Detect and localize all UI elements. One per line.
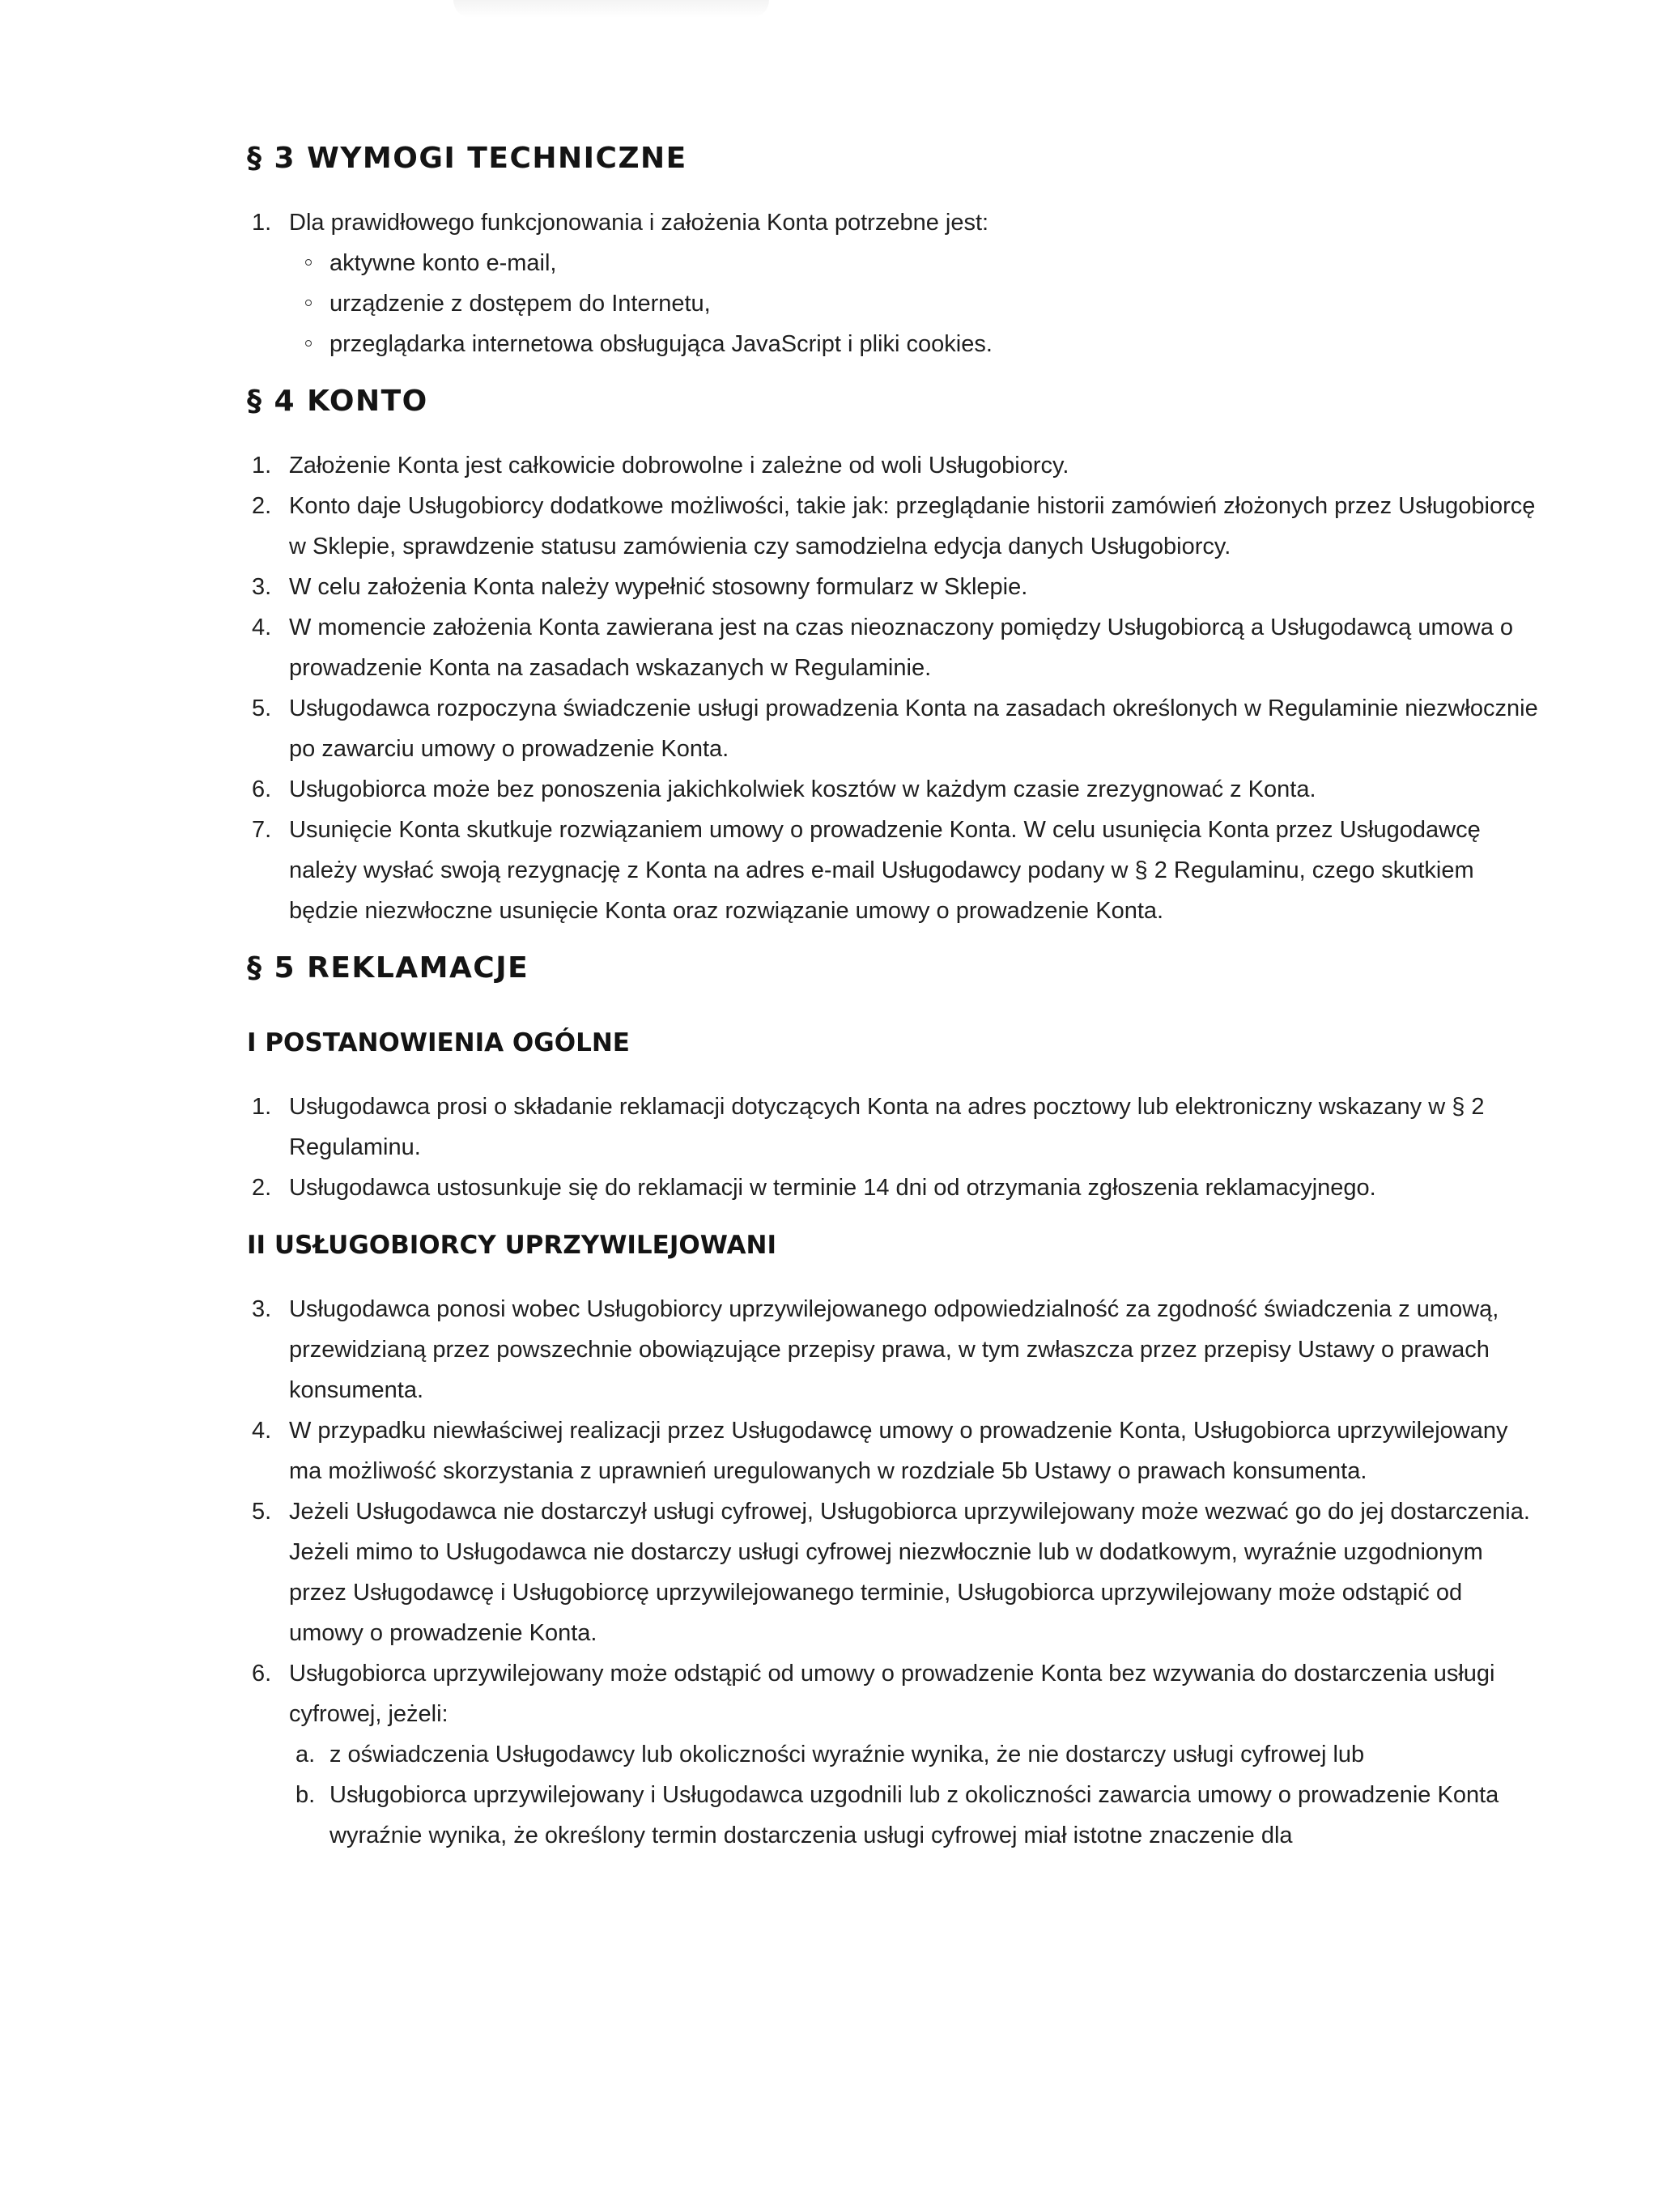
item-text: Usługodawca rozpoczyna świadczenie usługi prowadzenia Konta na zasadach określonych w Regulaminie niezwłocznie po zawarciu umowy o prowadzenie Konta.	[289, 696, 1538, 762]
subsection-heading-general: I POSTANOWIENIA OGÓLNE	[247, 1028, 630, 1057]
item-number: 6.	[252, 776, 272, 802]
list-item	[247, 1653, 1542, 1856]
item-text: Usługodawca ustosunkuje się do reklamacji w terminie 14 dni od otrzymania zgłoszenia reklamacyjnego.	[289, 1175, 1376, 1201]
item-number: 1.	[252, 1094, 272, 1120]
subsection-heading-privileged: II USŁUGOBIORCY UPRZYWILEJOWANI	[247, 1231, 777, 1260]
list-item	[247, 769, 1542, 810]
list-item	[247, 1410, 1542, 1491]
top-shadow	[453, 0, 769, 18]
section-heading-3: § 3 WYMOGI TECHNICZNE	[247, 142, 687, 175]
list-item	[247, 567, 1542, 607]
section-5-privileged-list	[247, 1289, 1542, 1856]
sub-item-text: aktywne konto e-mail,	[329, 250, 557, 276]
item-number: 3.	[252, 574, 272, 600]
item-number: 7.	[252, 817, 272, 843]
circle-bullet-icon	[305, 340, 312, 347]
item-text: W celu założenia Konta należy wypełnić stosowny formularz w Sklepie.	[289, 574, 1028, 600]
section-3-list	[247, 202, 1542, 364]
list-item	[247, 810, 1542, 931]
list-item	[247, 202, 1542, 364]
list-item	[247, 445, 1542, 486]
sub-item-letter: a.	[295, 1742, 316, 1767]
circle-bullet-icon	[305, 259, 312, 266]
sub-item-text: Usługobiorca uprzywilejowany i Usługodawca uzgodnili lub z okoliczności zawarcia umowy o prowadzenie Konta wyraźnie wynika, że określony termin dostarczenia usługi cyfrowej miał istotne znaczenie dla	[329, 1782, 1499, 1848]
sub-list-item	[289, 1734, 1542, 1775]
section-heading-5: § 5 REKLAMACJE	[247, 951, 529, 985]
item-number: 2.	[252, 493, 272, 519]
item-number: 3.	[252, 1296, 272, 1322]
document-content	[247, 121, 1542, 1856]
item-text: Dla prawidłowego funkcjonowania i założenia Konta potrzebne jest:	[289, 210, 989, 236]
list-item	[247, 1289, 1542, 1410]
item-text: Konto daje Usługobiorcy dodatkowe możliwości, takie jak: przeglądanie historii zamówień złożonych przez Usługobiorcę w Sklepie, sprawdzenie statusu zamówienia czy samodzielna edycja danych Usługobiorcy.	[289, 493, 1536, 559]
item-text: Usługodawca ponosi wobec Usługobiorcy uprzywilejowanego odpowiedzialność za zgodność świadczenia z umową, przewidzianą przez powszechnie obowiązujące przepisy prawa, w tym zwłaszcza przez przepisy Ustawy o prawach konsumenta.	[289, 1296, 1499, 1403]
item-number: 5.	[252, 696, 272, 721]
sub-list-item	[289, 283, 1542, 324]
sub-item-text: przeglądarka internetowa obsługująca JavaScript i pliki cookies.	[329, 331, 993, 357]
item-text: W momencie założenia Konta zawierana jest na czas nieoznaczony pomiędzy Usługobiorcą a Usługodawcą umowa o prowadzenie Konta na zasadach wskazanych w Regulaminie.	[289, 615, 1514, 681]
sub-item-letter: b.	[295, 1782, 316, 1808]
circle-bullet-icon	[305, 300, 312, 306]
section-4-list	[247, 445, 1542, 931]
item-text: Usługobiorca uprzywilejowany może odstąpić od umowy o prowadzenie Konta bez wzywania do dostarczenia usługi cyfrowej, jeżeli:	[289, 1661, 1495, 1727]
sub-list	[289, 243, 1542, 364]
section-5-general-list	[247, 1087, 1542, 1208]
list-item	[247, 607, 1542, 688]
section-heading-4: § 4 KONTO	[247, 385, 428, 418]
item-text: Założenie Konta jest całkowicie dobrowolne i zależne od woli Usługobiorcy.	[289, 453, 1069, 479]
list-item	[247, 486, 1542, 567]
item-text: Usługobiorca może bez ponoszenia jakichkolwiek kosztów w każdym czasie zrezygnować z Konta.	[289, 776, 1316, 802]
item-number: 6.	[252, 1661, 272, 1687]
item-number: 4.	[252, 1418, 272, 1444]
item-number: 4.	[252, 615, 272, 640]
list-item	[247, 1168, 1542, 1208]
alpha-sub-list	[289, 1734, 1542, 1856]
sub-list-item	[289, 324, 1542, 364]
item-text: Jeżeli Usługodawca nie dostarczył usługi cyfrowej, Usługobiorca uprzywilejowany może wezwać go do jej dostarczenia. Jeżeli mimo to Usługodawca nie dostarczy usługi cyfrowej niezwłocznie lub w dodatkowym, wyraźnie uzgodnionym przez Usługodawcę i Usługobiorcę uprzywilejowanego terminie, Usługobiorca uprzywilejowany może odstąpić od umowy o prowadzenie Konta.	[289, 1499, 1530, 1646]
sub-item-text: z oświadczenia Usługodawcy lub okoliczności wyraźnie wynika, że nie dostarczy usługi cyfrowej lub	[329, 1742, 1365, 1767]
sub-list-item	[289, 243, 1542, 283]
item-number: 5.	[252, 1499, 272, 1525]
item-number: 2.	[252, 1175, 272, 1201]
list-item	[247, 1491, 1542, 1653]
list-item	[247, 688, 1542, 769]
item-text: W przypadku niewłaściwej realizacji przez Usługodawcę umowy o prowadzenie Konta, Usługobiorca uprzywilejowany ma możliwość skorzystania z uprawnień uregulowanych w rozdziale 5b Ustawy o prawach konsumenta.	[289, 1418, 1508, 1484]
item-number: 1.	[252, 210, 272, 236]
item-text: Usunięcie Konta skutkuje rozwiązaniem umowy o prowadzenie Konta. W celu usunięcia Konta przez Usługodawcę należy wysłać swoją rezygnację z Konta na adres e-mail Usługodawcy podany w § 2 Regulaminu, czego skutkiem będzie niezwłoczne usunięcie Konta oraz rozwiązanie umowy o prowadzenie Konta.	[289, 817, 1481, 924]
item-text: Usługodawca prosi o składanie reklamacji dotyczących Konta na adres pocztowy lub elektroniczny wskazany w § 2 Regulaminu.	[289, 1094, 1485, 1160]
sub-list-item	[289, 1775, 1542, 1856]
list-item	[247, 1087, 1542, 1168]
sub-item-text: urządzenie z dostępem do Internetu,	[329, 291, 711, 317]
item-number: 1.	[252, 453, 272, 479]
